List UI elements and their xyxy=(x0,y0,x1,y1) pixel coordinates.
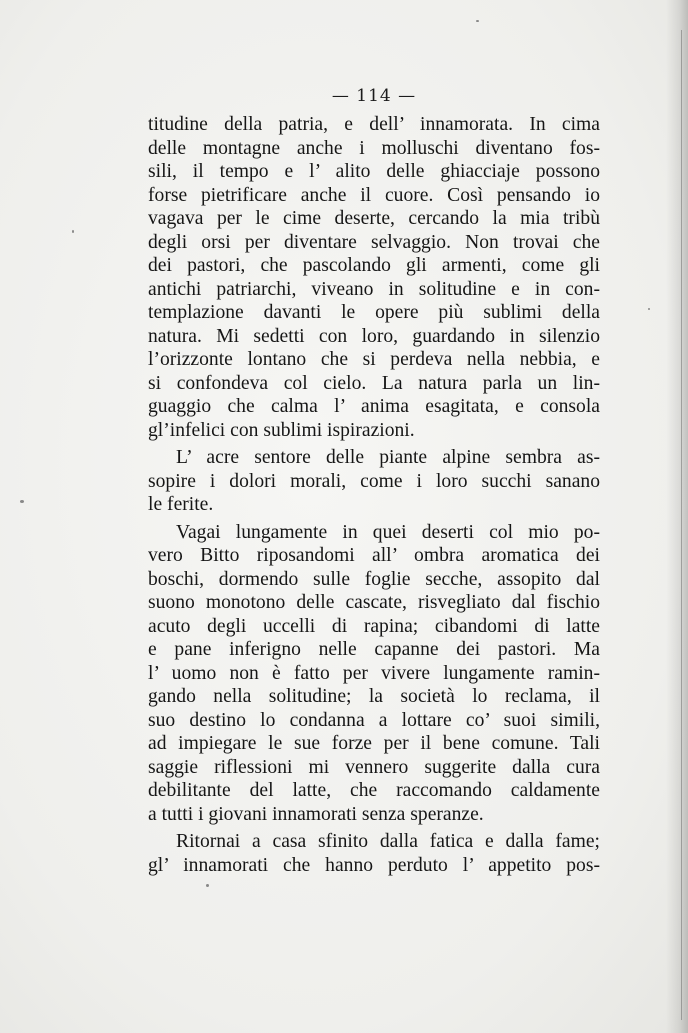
text-line: boschi, dormendo sulle foglie secche, assopito dal xyxy=(148,568,600,590)
page-edge-line xyxy=(681,30,682,1020)
paper-speck xyxy=(72,230,74,233)
text-line: le ferite. xyxy=(148,494,214,515)
paper-speck xyxy=(20,500,24,503)
text-line: si confondeva col cielo. La natura parla un lin- xyxy=(148,372,600,394)
text-line: guaggio che calma l’ anima esagitata, e consola xyxy=(148,396,600,417)
text-line: l’ uomo non è fatto per vivere lungamente ramin- xyxy=(148,662,600,684)
text-line: forse pietrificare anche il cuore. Così pensando io xyxy=(148,184,600,206)
text-line: gl’infelici con sublimi ispirazioni. xyxy=(148,419,415,441)
text-line: a tutti i giovani innamorati senza speranze. xyxy=(148,803,484,825)
paper-speck xyxy=(476,20,479,22)
text-line: antichi patriarchi, viveano in solitudine e in con- xyxy=(148,278,600,300)
text-line: l’orizzonte lontano che si perdeva nella nebbia, e xyxy=(148,349,600,370)
text-line: natura. Mi sedetti con loro, guardando in silenzio xyxy=(148,325,600,347)
paper-speck xyxy=(206,884,209,887)
text-line: L’ acre sentore delle piante alpine sembra as- xyxy=(176,447,600,468)
paper-speck xyxy=(648,308,650,310)
text-line: templazione davanti le opere più sublimi della xyxy=(148,302,600,323)
text-line: saggie riflessioni mi vennero suggerite dalla cura xyxy=(148,756,600,778)
page-edge-shadow xyxy=(666,0,688,1033)
text-line: vero Bitto riposandomi all’ ombra aromatica dei xyxy=(148,545,600,566)
text-line: gl’ innamorati che hanno perduto l’ appetito pos- xyxy=(148,854,600,876)
text-line: delle montagne anche i molluschi diventano fos- xyxy=(148,137,600,159)
text-line: gando nella solitudine; la società lo reclama, il xyxy=(148,686,600,707)
text-line: acuto degli uccelli di rapina; cibandomi di latte xyxy=(148,615,600,637)
text-line: sopire i dolori morali, come i loro succhi sanano xyxy=(148,470,600,492)
text-line: Vagai lungamente in quei deserti col mio po- xyxy=(176,521,600,543)
text-line: suo destino lo condanna a lottare co’ suoi simili, xyxy=(148,709,600,731)
text-line: sili, il tempo e l’ alito delle ghiacciaje possono xyxy=(148,161,600,182)
text-line: degli orsi per diventare selvaggio. Non trovai che xyxy=(148,231,600,253)
text-line: ad impiegare le sue forze per il bene comune. Tali xyxy=(148,733,600,754)
text-line: titudine della patria, e dell’ innamorata. In cima xyxy=(148,114,600,135)
text-line: vagava per le cime deserte, cercando la mia tribù xyxy=(148,208,600,229)
body-text xyxy=(148,113,600,877)
page-number: — 114 — xyxy=(331,86,417,106)
text-line: e pane inferigno nelle capanne dei pastori. Ma xyxy=(148,639,600,660)
text-line: debilitante del latte, che raccomando caldamente xyxy=(148,780,600,801)
text-line: Ritornai a casa sfinito dalla fatica e dalla fame; xyxy=(176,831,600,852)
text-line: dei pastori, che pascolando gli armenti, come gli xyxy=(148,255,600,276)
text-line: suono monotono delle cascate, risvegliato dal fischio xyxy=(148,592,600,613)
